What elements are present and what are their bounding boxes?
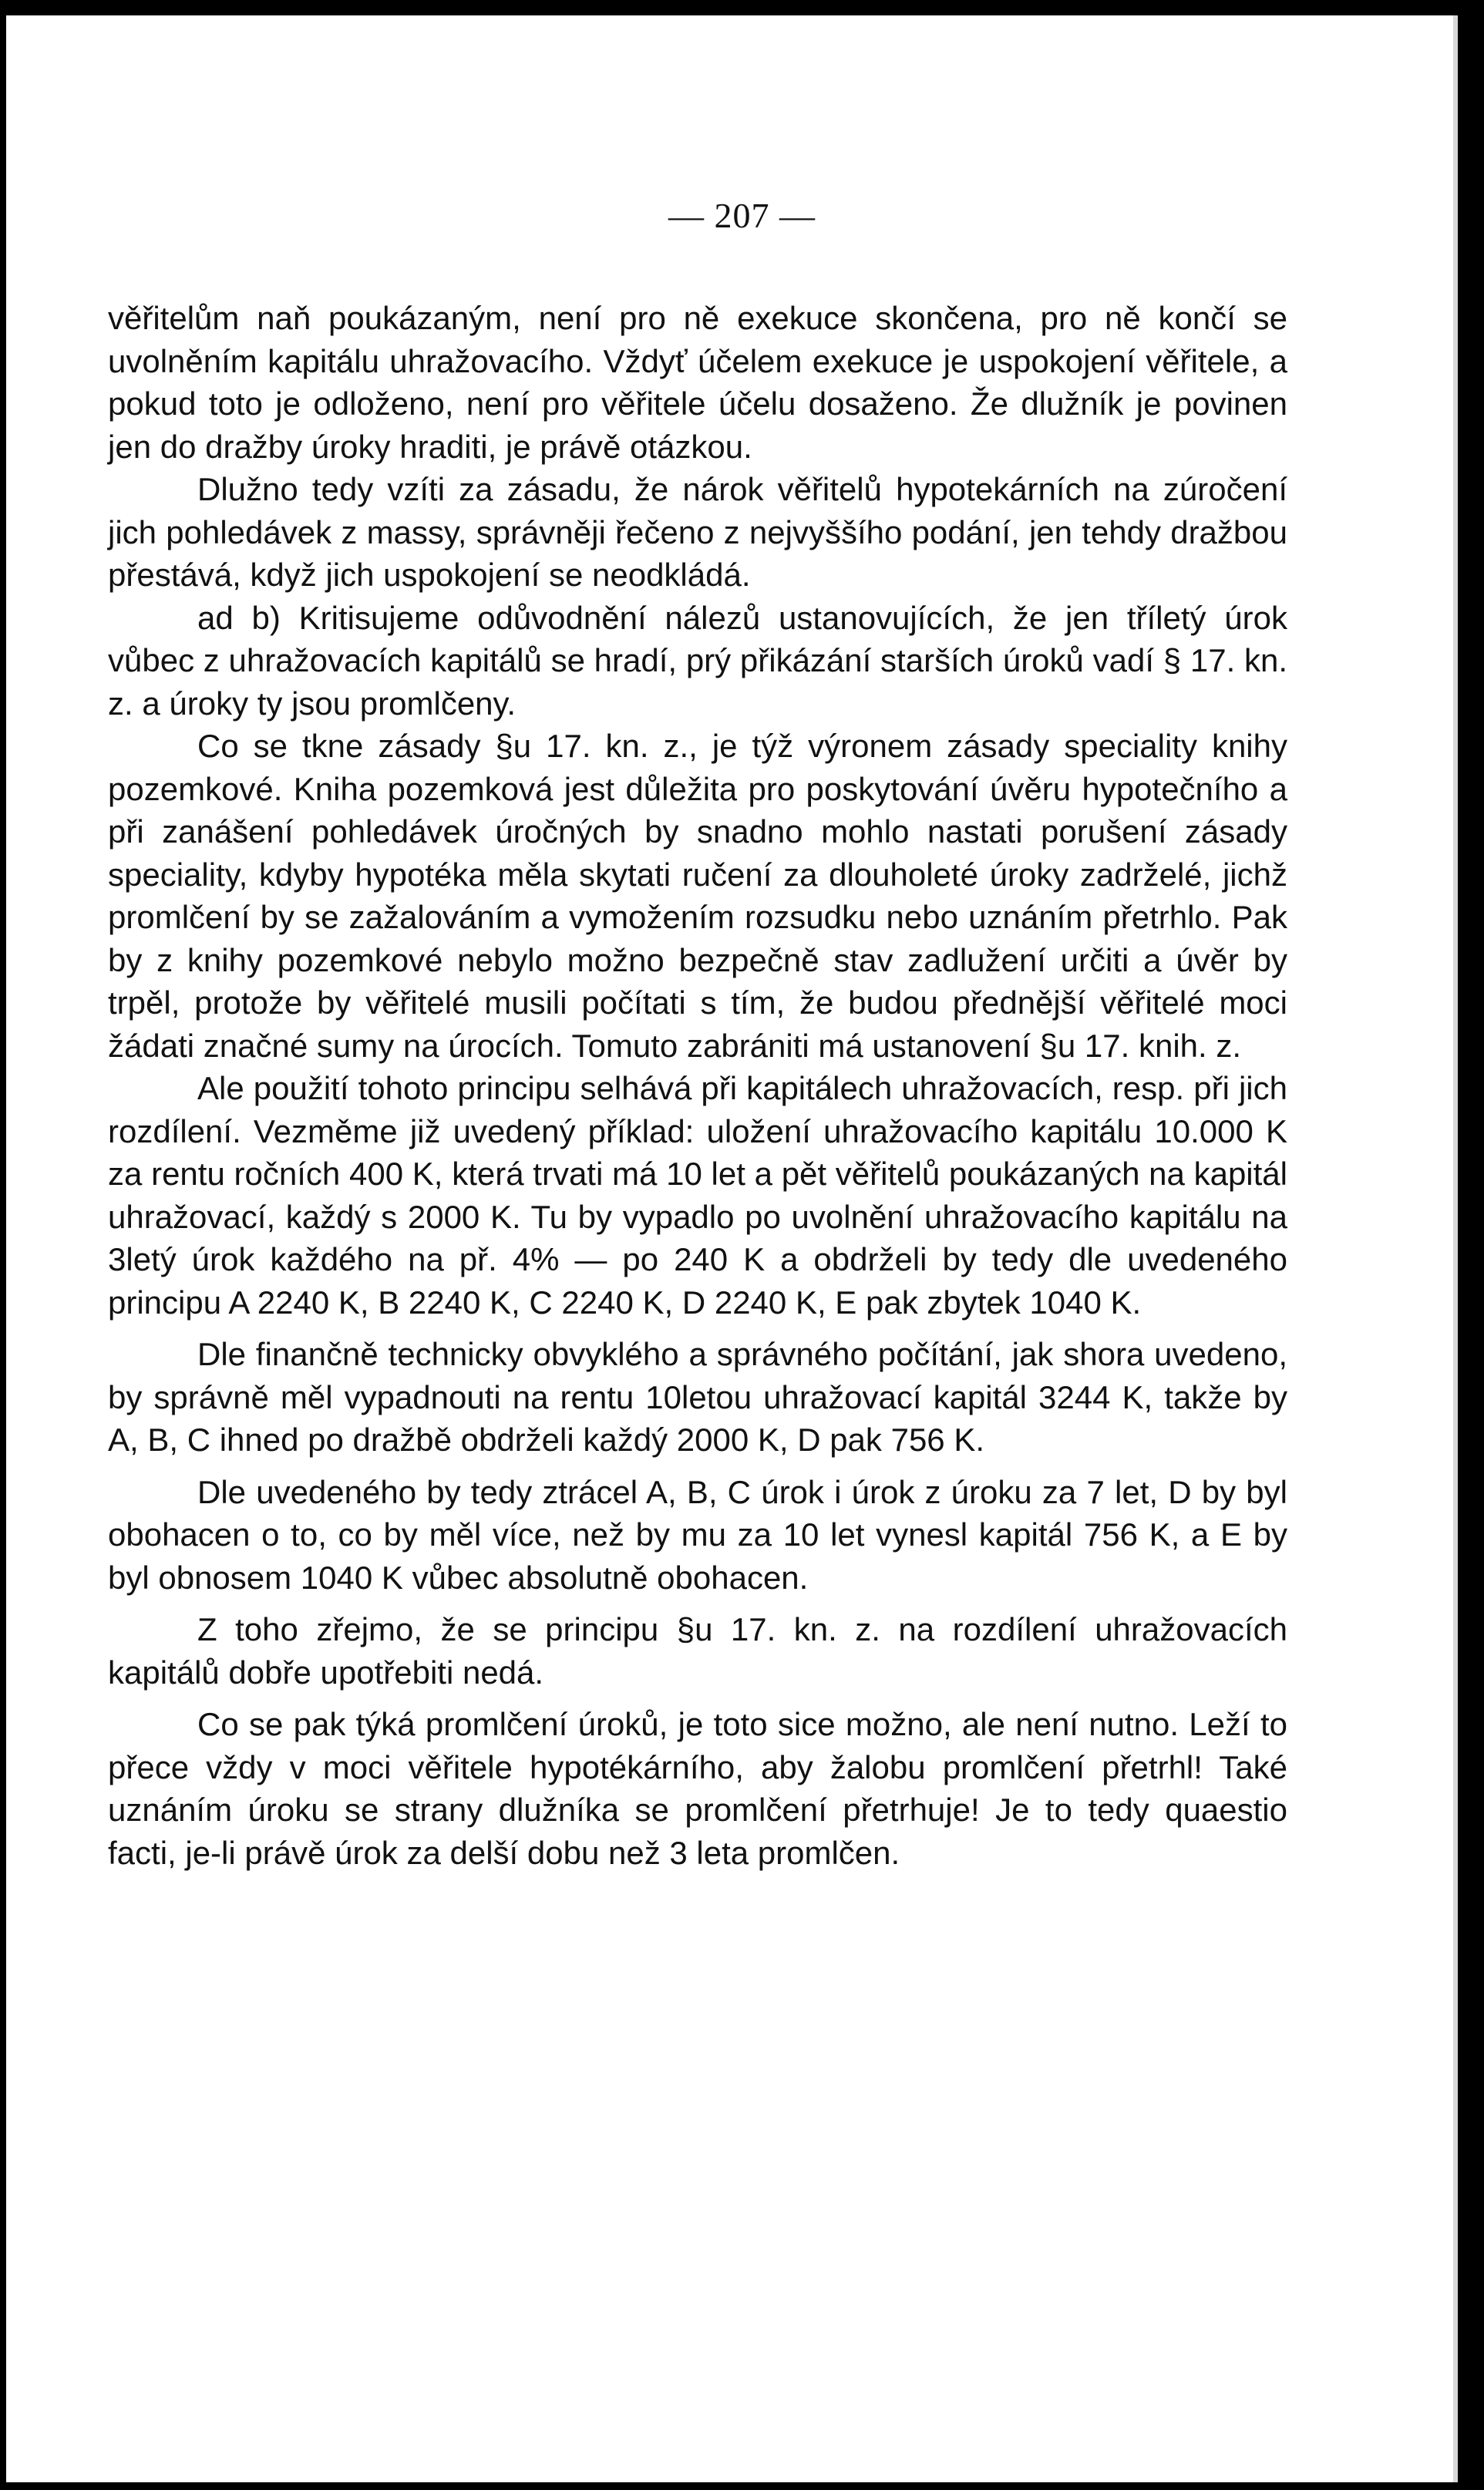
page-number: — 207 — [668, 196, 816, 235]
paragraph: Z toho zřejmo, že se principu §u 17. kn. z. na rozdílení uhražovacích kapitálů dobře upotřebiti nedá. [108, 1611, 1287, 1691]
paragraph: Dlužno tedy vzíti za zásadu, že nárok věřitelů hypotekárních na zúročení jich pohledávek z massy, správněji řečeno z nejvyššího podání, jen tehdy dražbou přestává, když jich uspokojení se neodkládá. [108, 471, 1287, 593]
paragraph: ad b) Kritisujeme odůvodnění nálezů ustanovujících, že jen tříletý úrok vůbec z uhražovacích kapitálů se hradí, prý přikázání starších úroků vadí § 17. kn. z. a úroky ty jsou promlčeny. [108, 599, 1287, 722]
body-text [108, 297, 1287, 1874]
paragraph: Dle uvedeného by tedy ztrácel A, B, C úrok i úrok z úroku za 7 let, D by byl obohacen o to, co by měl více, než by mu za 10 let vynesl kapitál 756 K, a E by byl obnosem 1040 K vůbec absolutně obohacen. [108, 1473, 1287, 1596]
scan-border [1458, 0, 1484, 2490]
paragraph-continuation: věřitelům naň poukázaným, není pro ně exekuce skončena, pro ně končí se uvolněním kapitálu uhražovacího. Vždyť účelem exekuce je uspokojení věřitele, a pokud toto je odloženo, není pro věřitele účelu dosaženo. Že dlužník je povinen jen do dražby úroky hraditi, je právě otázkou. [108, 300, 1287, 465]
paragraph: Co se pak týká promlčení úroků, je toto sice možno, ale není nutno. Leží to přece vždy v moci věřitele hypotékárního, aby žalobu promlčení přetrhl! Také uznáním úroku se strany dlužníka se promlčení přetrhuje! Je to tedy quaestio facti, je-li právě úrok za delší dobu než 3 leta promlčen. [108, 1706, 1287, 1871]
paragraph: Co se tkne zásady §u 17. kn. z., je týž výronem zásady speciality knihy pozemkové. Kniha pozemková jest důležita pro poskytování úvěru hypotečního a při zanášení pohledávek úročných by snadno mohlo nastati porušení zásady speciality, kdyby hypotéka měla skytati ručení za dlouholeté úroky zadrželé, jichž promlčení by se zažalováním a vymožením rozsudku nebo uznáním přetrhlo. Pak by z knihy pozemkové nebylo možno bezpečně stav zadlužení určiti a úvěr by trpěl, protože by věřitelé musili počítati s tím, že budou přednější věřitelé moci žádati značné sumy na úrocích. Tomuto zabrániti má ustanovení §u 17. knih. z. [108, 728, 1287, 1064]
paragraph: Ale použití tohoto principu selhává při kapitálech uhražovacích, resp. při jich rozdílení. Vezměme již uvedený příklad: uložení uhražovacího kapitálu 10.000 K za rentu ročních 400 K, která trvati má 10 let a pět věřitelů poukázaných na kapitál uhražovací, každý s 2000 K. Tu by vypadlo po uvolnění uhražovacího kapitálu na 3letý úrok každého na př. 4% — po 240 K a obdrželi by tedy dle uvedeného principu A 2240 K, B 2240 K, C 2240 K, D 2240 K, E pak zbytek 1040 K. [108, 1070, 1287, 1321]
paragraph: Dle finančně technicky obvyklého a správného počítání, jak shora uvedeno, by správně měl vypadnouti na rentu 10letou uhražovací kapitál 3244 K, takže by A, B, C ihned po dražbě obdrželi každý 2000 K, D pak 756 K. [108, 1336, 1287, 1458]
